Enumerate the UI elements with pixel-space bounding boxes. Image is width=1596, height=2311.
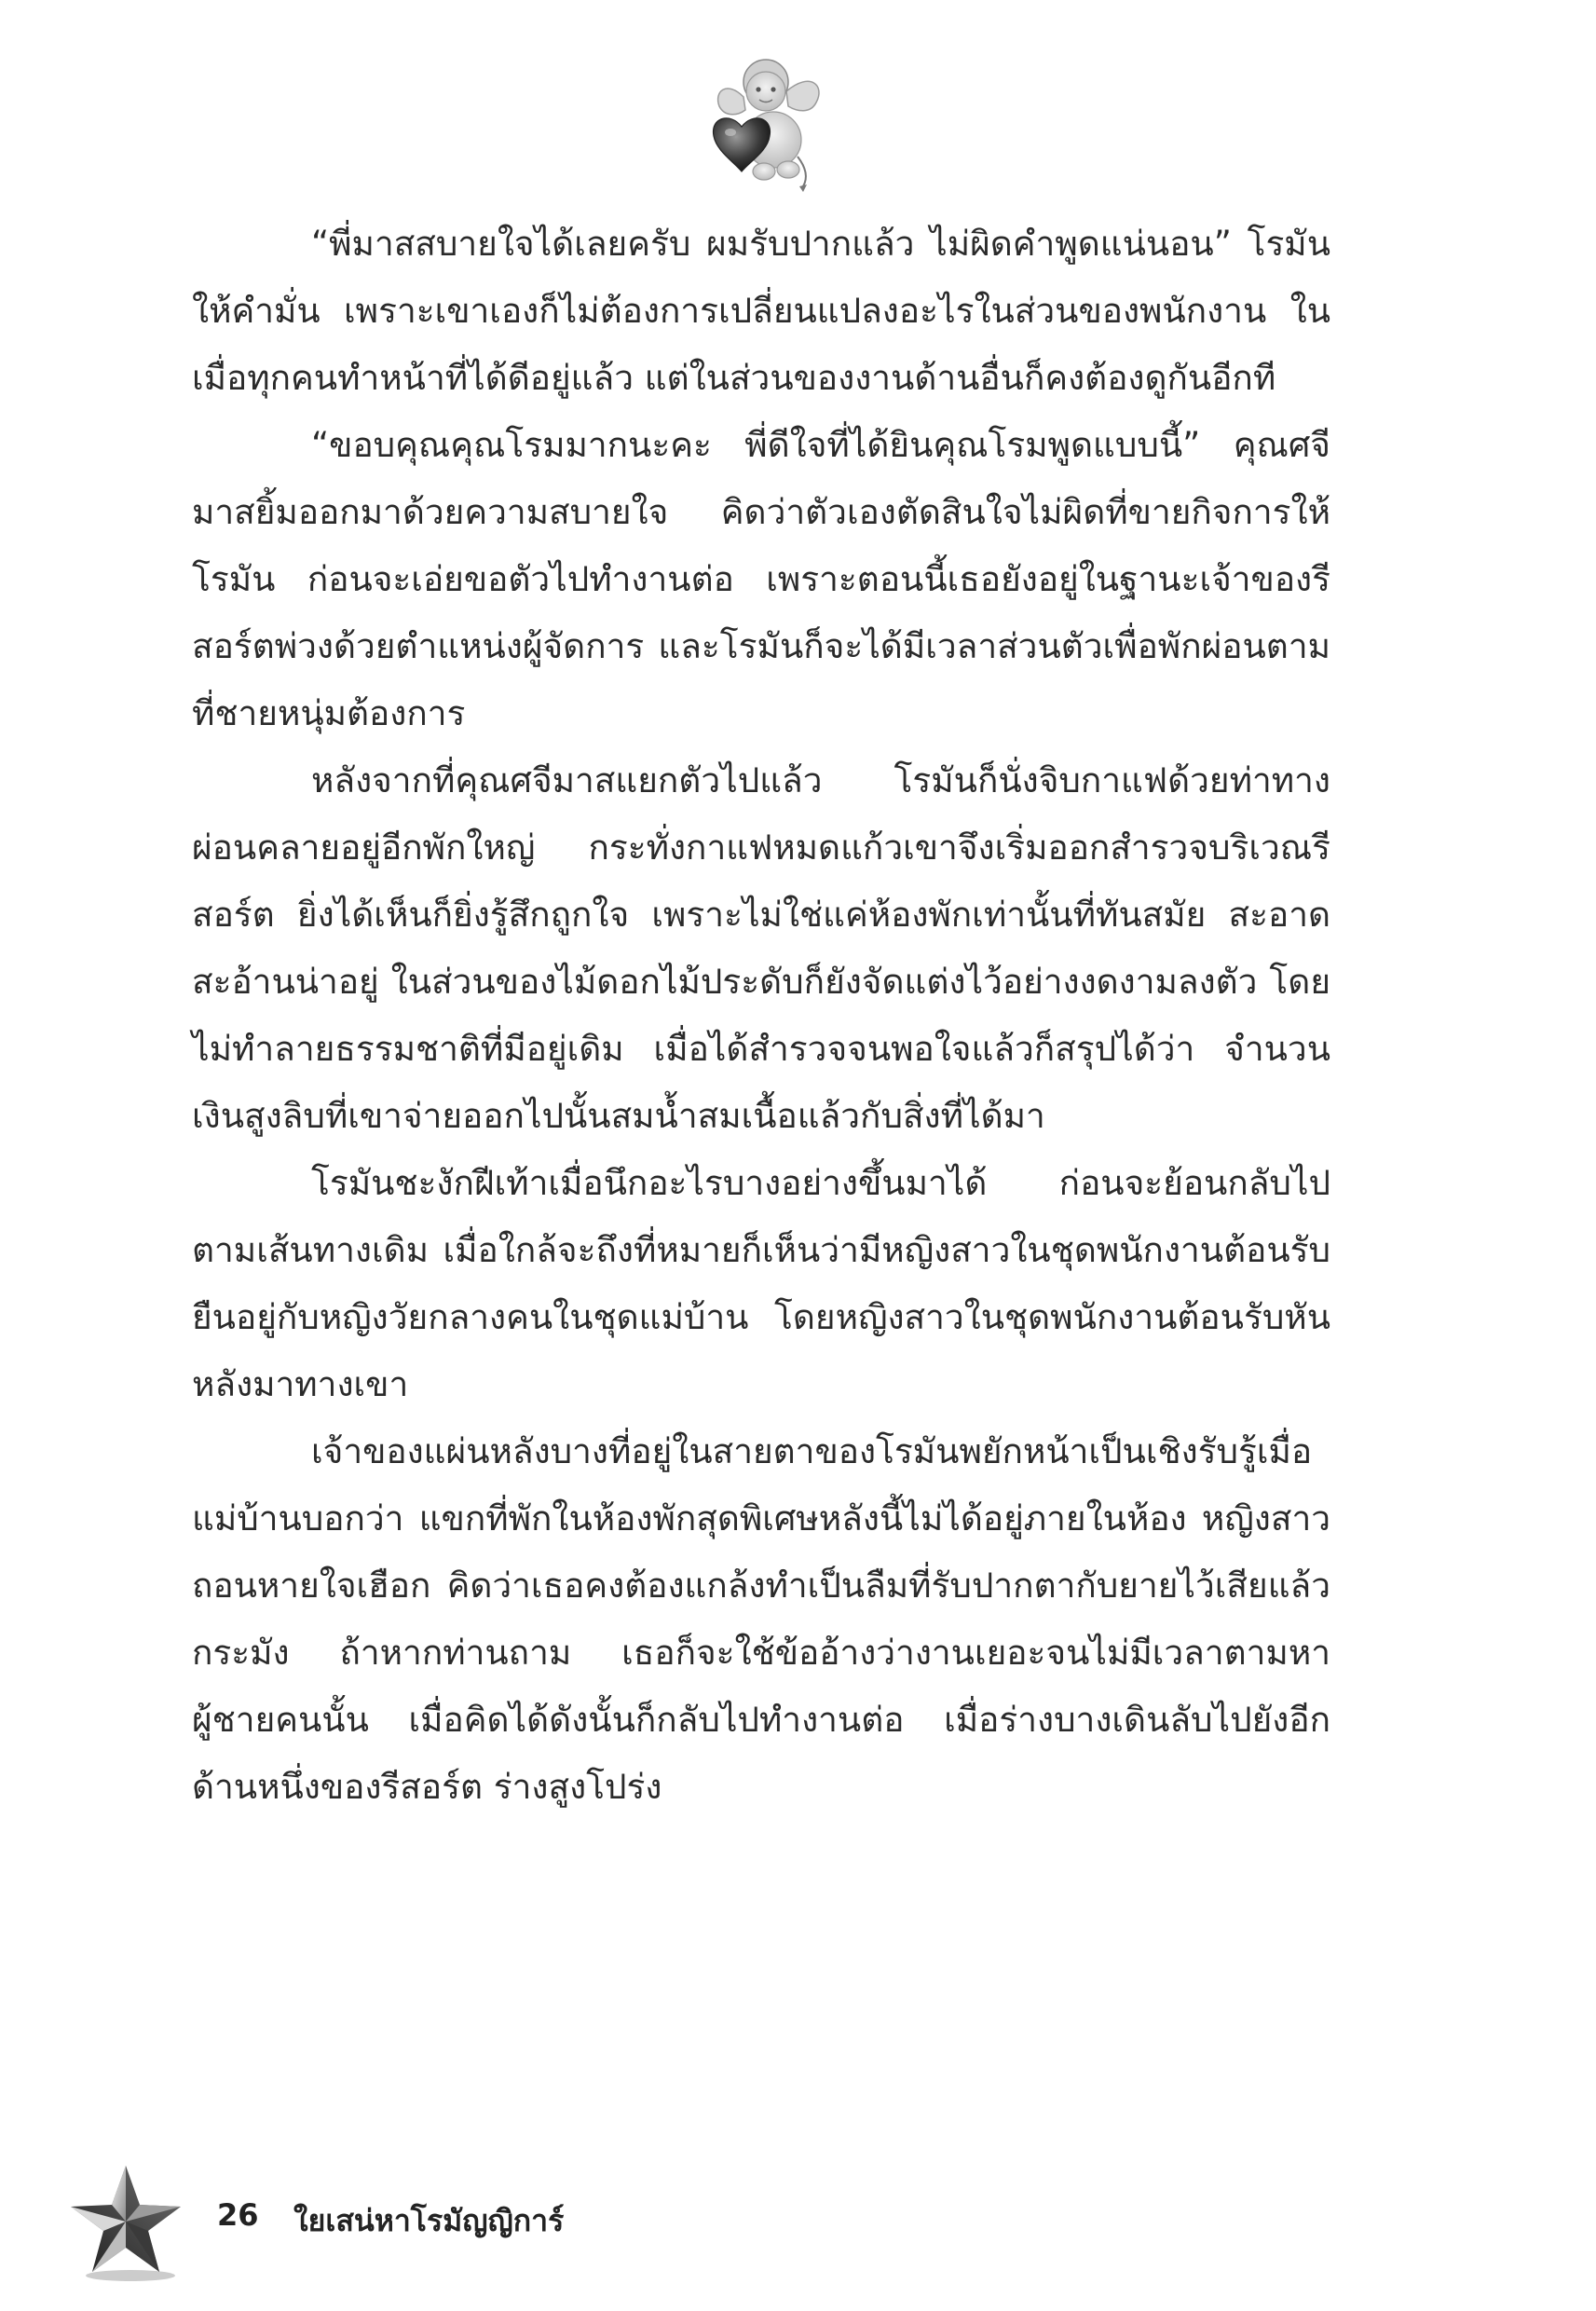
paragraph-3: หลังจากที่คุณศจีมาสแยกตัวไปแล้ว โรมันก็นั่งจิบกาแฟด้วยท่าทางผ่อนคลายอยู่อีกพักใหญ่ กระทั่งกาแฟหมดแก้วเขาจึงเริ่มออกสำรวจบริเวณรีสอร์ต ยิ่งได้เห็นก็ยิ่งรู้สึกถูกใจ เพราะไม่ใช่แค่ห้องพักเท่านั้นที่ทันสมัย สะอาดสะอ้านน่าอยู่ ในส่วนของไม้ดอกไม้ประดับก็ยังจัดแต่งไว้อย่างงดงามลงตัว โดยไม่ทำลายธรรมชาติที่มีอยู่เดิม เมื่อได้สำรวจจนพอใจแล้วก็สรุปได้ว่า จำนวนเงินสูงลิบที่เขาจ่ายออกไปนั้นสมน้ำสมเนื้อแล้วกับสิ่งที่ได้มา [192, 760, 1330, 1136]
paragraph-1: “พี่มาสสบายใจได้เลยครับ ผมรับปากแล้ว ไม่ผิดคำพูดแน่นอน” โรมันให้คำมั่น เพราะเขาเองก็ไม่ต้องการเปลี่ยนแปลงอะไรในส่วนของพนักงาน ในเมื่อทุกคนทำหน้าที่ได้ดีอยู่แล้ว แต่ในส่วนของงานด้านอื่นก็คงต้องดูกันอีกที [192, 224, 1330, 398]
paragraph-2: “ขอบคุณคุณโรมมากนะคะ พี่ดีใจที่ได้ยินคุณโรมพูดแบบนี้” คุณศจีมาสยิ้มออกมาด้วยความสบายใจ คิดว่าตัวเองตัดสินใจไม่ผิดที่ขายกิจการให้โรมัน ก่อนจะเอ่ยขอตัวไปทำงานต่อ เพราะตอนนี้เธอยังอยู่ในฐานะเจ้าของรีสอร์ตพ่วงด้วยตำแหน่งผู้จัดการ และโรมันก็จะได้มีเวลาส่วนตัวเพื่อพักผ่อนตามที่ชายหนุ่มต้องการ [192, 425, 1330, 733]
cupid-holding-heart-icon [706, 54, 827, 194]
story-text [192, 211, 1330, 1821]
silver-star-icon [65, 2162, 186, 2283]
book-title: ใยเสน่หาโรมัญญิการ์ [293, 2203, 565, 2238]
page-footer [65, 2162, 904, 2283]
page-number: 26 [217, 2197, 259, 2233]
paragraph-4: โรมันชะงักฝีเท้าเมื่อนึกอะไรบางอย่างขึ้นมาได้ ก่อนจะย้อนกลับไปตามเส้นทางเดิม เมื่อใกล้จะถึงที่หมายก็เห็นว่ามีหญิงสาวในชุดพนักงานต้อนรับยืนอยู่กับหญิงวัยกลางคนในชุดแม่บ้าน โดยหญิงสาวในชุดพนักงานต้อนรับหันหลังมาทางเขา [192, 1163, 1330, 1404]
paragraph-5: เจ้าของแผ่นหลังบางที่อยู่ในสายตาของโรมันพยักหน้าเป็นเชิงรับรู้เมื่อแม่บ้านบอกว่า แขกที่พักในห้องพักสุดพิเศษหลังนี้ไม่ได้อยู่ภายในห้อง หญิงสาวถอนหายใจเฮือก คิดว่าเธอคงต้องแกล้งทำเป็นลืมที่รับปากตากับยายไว้เสียแล้วกระมัง ถ้าหากท่านถาม เธอก็จะใช้ข้ออ้างว่างานเยอะจนไม่มีเวลาตามหาผู้ชายคนนั้น เมื่อคิดได้ดังนั้นก็กลับไปทำงานต่อ เมื่อร่างบางเดินลับไปยังอีกด้านหนึ่งของรีสอร์ต ร่างสูงโปร่ง [192, 1431, 1330, 1807]
